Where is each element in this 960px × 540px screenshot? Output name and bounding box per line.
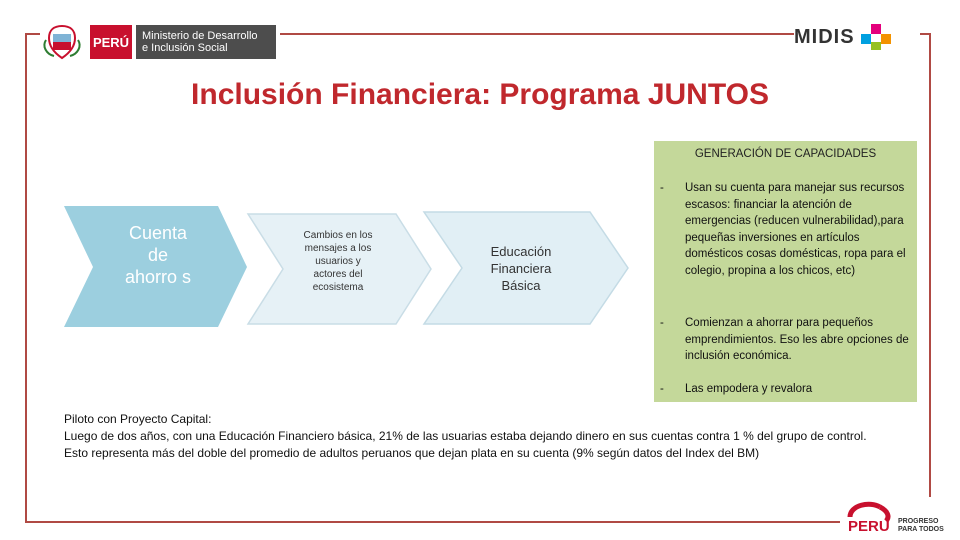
capacidad-text-3: Las empodera y revalora [685, 383, 813, 395]
capacidad-text-2: Comienzan a ahorrar para pequeños emprendimientos. Eso les abre opciones de inclusión económica. [685, 317, 909, 362]
footer-line-1: Piloto con Proyecto Capital: [64, 412, 212, 426]
capacidad-text-1: Usan su cuenta para manejar sus recursos escasos: financiar la atención de emergencias (reducen vulnerabilidad),para pequeñas inversiones en artículos domésticos cosas domésticas, ropa para el colegio, propina a los chicos, etc) [685, 182, 906, 277]
footer-line-2: Luego de dos años, con una Educación Financiero básica, 21% de las usuarias estaba dejando dinero en sus cuentas contra 1 % del grupo de control. [64, 429, 867, 443]
footer-line-3: Esto representa más del doble del promedio de adultos peruanos que dejan plata en su cuenta (9% según datos del Index del BM) [64, 446, 760, 460]
bottom-peru-label: PERU [848, 518, 890, 535]
step-3-label: Educación Financiera Básica [490, 244, 552, 293]
peru-progreso-logo [840, 497, 958, 537]
bottom-slogan-line-1: PROGRESO [898, 518, 939, 525]
ministry-line-2: e Inclusión Social [142, 42, 228, 54]
step-2-label: Cambios en los mensajes a los usuarios y actores del ecosistema [303, 230, 373, 293]
bullet-dash: - [660, 317, 664, 329]
capacidades-header: GENERACIÓN DE CAPACIDADES [694, 148, 877, 160]
midis-label: MIDIS [794, 25, 855, 48]
bottom-slogan-line-2: PARA TODOS [898, 526, 944, 533]
page-title: Inclusión Financiera: Programa JUNTOS [191, 78, 769, 111]
capacidades-box [654, 141, 917, 402]
footer-notes [64, 411, 874, 462]
peru-label: PERÚ [90, 25, 132, 59]
step-1-label: Cuenta de ahorro s [124, 223, 192, 287]
bullet-dash: - [660, 383, 664, 395]
ministry-line-1: Ministerio de Desarrollo [142, 30, 258, 42]
bullet-dash: - [660, 182, 664, 194]
